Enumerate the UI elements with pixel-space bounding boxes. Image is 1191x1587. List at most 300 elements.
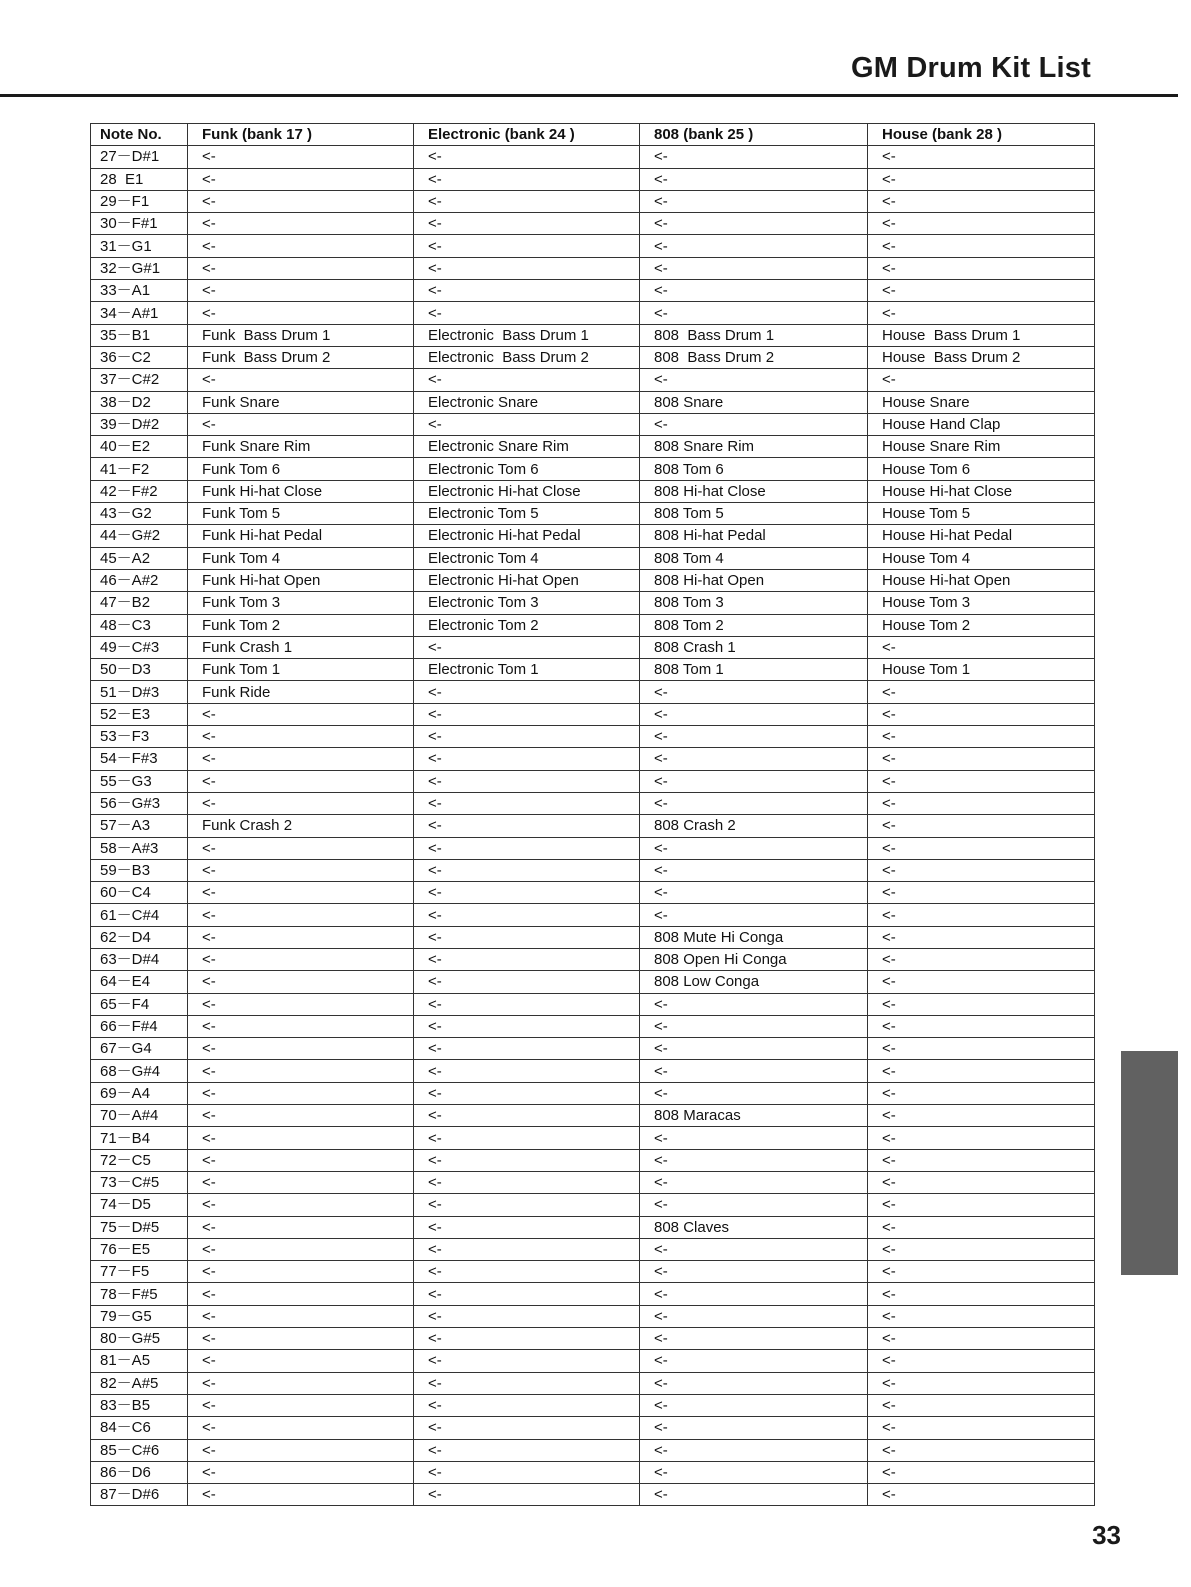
- cell-808: <-: [640, 413, 868, 435]
- house-cell: House Snare Rim: [868, 436, 1095, 458]
- table-row: [91, 726, 1095, 748]
- funk-cell: Funk Bass Drum 1: [188, 324, 414, 346]
- note-number-cell: 34－A#1: [91, 302, 188, 324]
- note-number-cell: 61－C#4: [91, 904, 188, 926]
- table-row: [91, 480, 1095, 502]
- electronic-cell: <-: [414, 1216, 640, 1238]
- cell-808: <-: [640, 1372, 868, 1394]
- funk-cell: <-: [188, 190, 414, 212]
- note-number-cell: 77－F5: [91, 1261, 188, 1283]
- table-row: [91, 213, 1095, 235]
- house-cell: <-: [868, 1082, 1095, 1104]
- electronic-cell: <-: [414, 1127, 640, 1149]
- house-cell: <-: [868, 302, 1095, 324]
- table-row: [91, 592, 1095, 614]
- funk-cell: <-: [188, 413, 414, 435]
- note-number-cell: 79－G5: [91, 1305, 188, 1327]
- electronic-cell: <-: [414, 882, 640, 904]
- note-number-cell: 52－E3: [91, 703, 188, 725]
- note-number-cell: 66－F#4: [91, 1015, 188, 1037]
- funk-cell: <-: [188, 1082, 414, 1104]
- note-number-cell: 46－A#2: [91, 569, 188, 591]
- house-cell: <-: [868, 882, 1095, 904]
- electronic-cell: <-: [414, 1305, 640, 1327]
- electronic-cell: <-: [414, 1417, 640, 1439]
- cell-808: 808 Hi-hat Pedal: [640, 525, 868, 547]
- cell-808: <-: [640, 1439, 868, 1461]
- electronic-cell: <-: [414, 703, 640, 725]
- cell-808: <-: [640, 703, 868, 725]
- table-row: [91, 503, 1095, 525]
- house-cell: <-: [868, 1461, 1095, 1483]
- cell-808: 808 Mute Hi Conga: [640, 926, 868, 948]
- electronic-cell: <-: [414, 1261, 640, 1283]
- note-number-cell: 87－D#6: [91, 1484, 188, 1506]
- cell-808: <-: [640, 1127, 868, 1149]
- electronic-cell: <-: [414, 1238, 640, 1260]
- house-cell: <-: [868, 748, 1095, 770]
- note-number-cell: 42－F#2: [91, 480, 188, 502]
- electronic-cell: <-: [414, 413, 640, 435]
- cell-808: <-: [640, 369, 868, 391]
- house-cell: <-: [868, 636, 1095, 658]
- table-row: [91, 1105, 1095, 1127]
- table-row: [91, 369, 1095, 391]
- electronic-cell: <-: [414, 926, 640, 948]
- house-cell: <-: [868, 235, 1095, 257]
- funk-cell: Funk Tom 6: [188, 458, 414, 480]
- electronic-cell: Electronic Tom 5: [414, 503, 640, 525]
- house-cell: <-: [868, 1015, 1095, 1037]
- house-cell: <-: [868, 280, 1095, 302]
- funk-cell: <-: [188, 1305, 414, 1327]
- electronic-cell: <-: [414, 213, 640, 235]
- house-cell: <-: [868, 1283, 1095, 1305]
- table-header-row: [91, 124, 1095, 146]
- table-row: [91, 1082, 1095, 1104]
- house-cell: House Hand Clap: [868, 413, 1095, 435]
- electronic-cell: <-: [414, 302, 640, 324]
- house-cell: House Tom 1: [868, 659, 1095, 681]
- house-cell: <-: [868, 190, 1095, 212]
- funk-cell: <-: [188, 1417, 414, 1439]
- funk-cell: <-: [188, 1216, 414, 1238]
- electronic-cell: <-: [414, 971, 640, 993]
- note-number-cell: 43－G2: [91, 503, 188, 525]
- table-row: [91, 1216, 1095, 1238]
- funk-cell: <-: [188, 1060, 414, 1082]
- table-row: [91, 1149, 1095, 1171]
- title-divider: [0, 94, 1178, 97]
- electronic-cell: Electronic Bass Drum 2: [414, 346, 640, 368]
- note-number-cell: 73－C#5: [91, 1171, 188, 1193]
- funk-cell: <-: [188, 280, 414, 302]
- note-number-cell: 82－A#5: [91, 1372, 188, 1394]
- cell-808: <-: [640, 1015, 868, 1037]
- table-row: [91, 190, 1095, 212]
- note-number-cell: 45－A2: [91, 547, 188, 569]
- house-cell: <-: [868, 1149, 1095, 1171]
- house-cell: <-: [868, 770, 1095, 792]
- electronic-cell: <-: [414, 815, 640, 837]
- funk-cell: Funk Hi-hat Close: [188, 480, 414, 502]
- electronic-cell: <-: [414, 1283, 640, 1305]
- electronic-cell: <-: [414, 1082, 640, 1104]
- table-row: [91, 636, 1095, 658]
- table-row: [91, 1060, 1095, 1082]
- funk-cell: <-: [188, 971, 414, 993]
- table-row: [91, 1350, 1095, 1372]
- house-cell: <-: [868, 859, 1095, 881]
- table-row: [91, 436, 1095, 458]
- cell-808: <-: [640, 882, 868, 904]
- cell-808: <-: [640, 213, 868, 235]
- house-cell: <-: [868, 1305, 1095, 1327]
- electronic-cell: Electronic Hi-hat Pedal: [414, 525, 640, 547]
- funk-cell: <-: [188, 703, 414, 725]
- electronic-cell: <-: [414, 748, 640, 770]
- table-row: [91, 1127, 1095, 1149]
- note-number-cell: 39－D#2: [91, 413, 188, 435]
- house-cell: <-: [868, 703, 1095, 725]
- table-row: [91, 168, 1095, 190]
- cell-808: 808 Bass Drum 2: [640, 346, 868, 368]
- table-row: [91, 971, 1095, 993]
- funk-cell: Funk Bass Drum 2: [188, 346, 414, 368]
- house-cell: <-: [868, 1060, 1095, 1082]
- funk-cell: Funk Tom 2: [188, 614, 414, 636]
- house-cell: House Tom 4: [868, 547, 1095, 569]
- electronic-cell: <-: [414, 1194, 640, 1216]
- drum-kit-table: [90, 123, 1095, 1506]
- house-cell: <-: [868, 1372, 1095, 1394]
- table-row: [91, 1305, 1095, 1327]
- table-row: [91, 569, 1095, 591]
- cell-808: 808 Tom 5: [640, 503, 868, 525]
- note-number-cell: 41－F2: [91, 458, 188, 480]
- house-cell: <-: [868, 1194, 1095, 1216]
- house-cell: <-: [868, 815, 1095, 837]
- note-number-cell: 38－D2: [91, 391, 188, 413]
- electronic-cell: <-: [414, 1439, 640, 1461]
- electronic-cell: <-: [414, 1372, 640, 1394]
- cell-808: 808 Maracas: [640, 1105, 868, 1127]
- funk-cell: Funk Hi-hat Open: [188, 569, 414, 591]
- electronic-cell: <-: [414, 235, 640, 257]
- funk-cell: <-: [188, 302, 414, 324]
- cell-808: <-: [640, 1484, 868, 1506]
- house-cell: <-: [868, 1439, 1095, 1461]
- electronic-cell: <-: [414, 1015, 640, 1037]
- electronic-cell: Electronic Tom 3: [414, 592, 640, 614]
- electronic-cell: <-: [414, 792, 640, 814]
- electronic-cell: Electronic Hi-hat Open: [414, 569, 640, 591]
- table-row: [91, 1171, 1095, 1193]
- house-cell: <-: [868, 1216, 1095, 1238]
- note-number-cell: 35－B1: [91, 324, 188, 346]
- funk-cell: Funk Tom 4: [188, 547, 414, 569]
- funk-cell: <-: [188, 213, 414, 235]
- cell-808: 808 Claves: [640, 1216, 868, 1238]
- cell-808: <-: [640, 257, 868, 279]
- cell-808: <-: [640, 190, 868, 212]
- cell-808: <-: [640, 726, 868, 748]
- house-cell: House Tom 2: [868, 614, 1095, 636]
- cell-808: <-: [640, 235, 868, 257]
- electronic-cell: Electronic Bass Drum 1: [414, 324, 640, 346]
- funk-cell: Funk Snare: [188, 391, 414, 413]
- funk-cell: <-: [188, 1484, 414, 1506]
- house-cell: <-: [868, 726, 1095, 748]
- funk-cell: <-: [188, 1372, 414, 1394]
- funk-cell: <-: [188, 1038, 414, 1060]
- electronic-cell: <-: [414, 1484, 640, 1506]
- funk-cell: <-: [188, 1149, 414, 1171]
- funk-cell: <-: [188, 1261, 414, 1283]
- house-cell: <-: [868, 1127, 1095, 1149]
- table-row: [91, 391, 1095, 413]
- funk-cell: <-: [188, 792, 414, 814]
- note-number-cell: 69－A4: [91, 1082, 188, 1104]
- electronic-cell: Electronic Tom 2: [414, 614, 640, 636]
- house-cell: <-: [868, 369, 1095, 391]
- house-cell: <-: [868, 948, 1095, 970]
- cell-808: <-: [640, 748, 868, 770]
- note-number-cell: 31－G1: [91, 235, 188, 257]
- house-cell: <-: [868, 1171, 1095, 1193]
- note-number-cell: 85－C#6: [91, 1439, 188, 1461]
- cell-808: <-: [640, 1461, 868, 1483]
- note-number-cell: 62－D4: [91, 926, 188, 948]
- table-row: [91, 257, 1095, 279]
- cell-808: <-: [640, 1238, 868, 1260]
- house-cell: <-: [868, 837, 1095, 859]
- table-row: [91, 1461, 1095, 1483]
- funk-cell: <-: [188, 904, 414, 926]
- cell-808: <-: [640, 1283, 868, 1305]
- table-row: [91, 904, 1095, 926]
- table-row: [91, 659, 1095, 681]
- cell-808: <-: [640, 1350, 868, 1372]
- electronic-cell: <-: [414, 993, 640, 1015]
- electronic-cell: <-: [414, 1394, 640, 1416]
- electronic-cell: <-: [414, 726, 640, 748]
- note-number-cell: 33－A1: [91, 280, 188, 302]
- note-number-cell: 59－B3: [91, 859, 188, 881]
- house-cell: <-: [868, 971, 1095, 993]
- funk-cell: Funk Tom 3: [188, 592, 414, 614]
- funk-cell: <-: [188, 1105, 414, 1127]
- house-cell: House Tom 5: [868, 503, 1095, 525]
- note-number-cell: 68－G#4: [91, 1060, 188, 1082]
- table-row: [91, 1417, 1095, 1439]
- note-number-cell: 63－D#4: [91, 948, 188, 970]
- note-number-cell: 32－G#1: [91, 257, 188, 279]
- cell-808: <-: [640, 681, 868, 703]
- funk-cell: Funk Hi-hat Pedal: [188, 525, 414, 547]
- electronic-cell: Electronic Hi-hat Close: [414, 480, 640, 502]
- table-row: [91, 1439, 1095, 1461]
- note-number-cell: 75－D#5: [91, 1216, 188, 1238]
- electronic-cell: <-: [414, 636, 640, 658]
- house-cell: <-: [868, 904, 1095, 926]
- house-cell: <-: [868, 1394, 1095, 1416]
- electronic-cell: <-: [414, 280, 640, 302]
- funk-cell: <-: [188, 837, 414, 859]
- funk-cell: <-: [188, 1015, 414, 1037]
- table-row: [91, 703, 1095, 725]
- table-row: [91, 948, 1095, 970]
- table-row: [91, 1328, 1095, 1350]
- house-cell: <-: [868, 1238, 1095, 1260]
- table-row: [91, 837, 1095, 859]
- note-number-cell: 29－F1: [91, 190, 188, 212]
- electronic-cell: <-: [414, 1350, 640, 1372]
- electronic-cell: <-: [414, 859, 640, 881]
- table-row: [91, 792, 1095, 814]
- cell-808: <-: [640, 280, 868, 302]
- note-number-cell: 60－C4: [91, 882, 188, 904]
- table-row: [91, 1015, 1095, 1037]
- funk-cell: <-: [188, 993, 414, 1015]
- electronic-cell: Electronic Snare Rim: [414, 436, 640, 458]
- table-row: [91, 324, 1095, 346]
- table-row: [91, 302, 1095, 324]
- cell-808: <-: [640, 993, 868, 1015]
- house-cell: House Hi-hat Pedal: [868, 525, 1095, 547]
- table-row: [91, 1283, 1095, 1305]
- cell-808: 808 Tom 4: [640, 547, 868, 569]
- table-row: [91, 859, 1095, 881]
- funk-cell: <-: [188, 146, 414, 168]
- note-number-cell: 50－D3: [91, 659, 188, 681]
- table-row: [91, 1394, 1095, 1416]
- note-number-cell: 72－C5: [91, 1149, 188, 1171]
- note-number-cell: 57－A3: [91, 815, 188, 837]
- house-cell: House Tom 3: [868, 592, 1095, 614]
- note-number-cell: 30－F#1: [91, 213, 188, 235]
- note-number-cell: 76－E5: [91, 1238, 188, 1260]
- note-number-cell: 78－F#5: [91, 1283, 188, 1305]
- electronic-cell: <-: [414, 837, 640, 859]
- table-row: [91, 1238, 1095, 1260]
- electronic-cell: <-: [414, 948, 640, 970]
- cell-808: <-: [640, 837, 868, 859]
- table-row: [91, 547, 1095, 569]
- house-cell: House Bass Drum 2: [868, 346, 1095, 368]
- cell-808: <-: [640, 302, 868, 324]
- house-cell: <-: [868, 1484, 1095, 1506]
- note-number-cell: 51－D#3: [91, 681, 188, 703]
- electronic-cell: <-: [414, 904, 640, 926]
- funk-cell: <-: [188, 1194, 414, 1216]
- header-808: 808 (bank 25 ): [640, 124, 868, 146]
- table-row: [91, 235, 1095, 257]
- cell-808: <-: [640, 146, 868, 168]
- cell-808: 808 Hi-hat Close: [640, 480, 868, 502]
- note-number-cell: 47－B2: [91, 592, 188, 614]
- electronic-cell: <-: [414, 770, 640, 792]
- note-number-cell: 48－C3: [91, 614, 188, 636]
- house-cell: House Hi-hat Close: [868, 480, 1095, 502]
- cell-808: <-: [640, 1305, 868, 1327]
- cell-808: 808 Crash 2: [640, 815, 868, 837]
- note-number-cell: 27－D#1: [91, 146, 188, 168]
- electronic-cell: <-: [414, 257, 640, 279]
- note-number-cell: 54－F#3: [91, 748, 188, 770]
- funk-cell: Funk Crash 1: [188, 636, 414, 658]
- cell-808: 808 Open Hi Conga: [640, 948, 868, 970]
- electronic-cell: <-: [414, 146, 640, 168]
- funk-cell: <-: [188, 748, 414, 770]
- funk-cell: <-: [188, 235, 414, 257]
- note-number-cell: 67－G4: [91, 1038, 188, 1060]
- funk-cell: <-: [188, 1328, 414, 1350]
- table-row: [91, 1038, 1095, 1060]
- table-row: [91, 1484, 1095, 1506]
- table-row: [91, 748, 1095, 770]
- cell-808: <-: [640, 1394, 868, 1416]
- cell-808: 808 Snare: [640, 391, 868, 413]
- funk-cell: <-: [188, 770, 414, 792]
- funk-cell: Funk Tom 1: [188, 659, 414, 681]
- house-cell: <-: [868, 213, 1095, 235]
- funk-cell: <-: [188, 1127, 414, 1149]
- table-row: [91, 280, 1095, 302]
- funk-cell: Funk Ride: [188, 681, 414, 703]
- note-number-cell: 70－A#4: [91, 1105, 188, 1127]
- table-row: [91, 458, 1095, 480]
- cell-808: <-: [640, 1038, 868, 1060]
- table-row: [91, 770, 1095, 792]
- cell-808: 808 Tom 1: [640, 659, 868, 681]
- funk-cell: <-: [188, 1350, 414, 1372]
- funk-cell: <-: [188, 882, 414, 904]
- electronic-cell: <-: [414, 1461, 640, 1483]
- electronic-cell: <-: [414, 1171, 640, 1193]
- electronic-cell: <-: [414, 681, 640, 703]
- note-number-cell: 36－C2: [91, 346, 188, 368]
- page-title: GM Drum Kit List: [850, 52, 1091, 84]
- funk-cell: <-: [188, 1439, 414, 1461]
- house-cell: <-: [868, 1417, 1095, 1439]
- house-cell: <-: [868, 926, 1095, 948]
- house-cell: <-: [868, 168, 1095, 190]
- electronic-cell: Electronic Tom 4: [414, 547, 640, 569]
- cell-808: <-: [640, 1194, 868, 1216]
- note-number-cell: 56－G#3: [91, 792, 188, 814]
- note-number-cell: 84－C6: [91, 1417, 188, 1439]
- electronic-cell: <-: [414, 1149, 640, 1171]
- electronic-cell: <-: [414, 1105, 640, 1127]
- table-row: [91, 1194, 1095, 1216]
- funk-cell: <-: [188, 257, 414, 279]
- house-cell: House Snare: [868, 391, 1095, 413]
- house-cell: <-: [868, 1328, 1095, 1350]
- house-cell: <-: [868, 681, 1095, 703]
- funk-cell: Funk Tom 5: [188, 503, 414, 525]
- cell-808: <-: [640, 1171, 868, 1193]
- funk-cell: <-: [188, 948, 414, 970]
- electronic-cell: <-: [414, 190, 640, 212]
- cell-808: 808 Tom 2: [640, 614, 868, 636]
- table-row: [91, 146, 1095, 168]
- note-number-cell: 80－G#5: [91, 1328, 188, 1350]
- cell-808: <-: [640, 770, 868, 792]
- table-row: [91, 614, 1095, 636]
- cell-808: 808 Crash 1: [640, 636, 868, 658]
- cell-808: <-: [640, 1149, 868, 1171]
